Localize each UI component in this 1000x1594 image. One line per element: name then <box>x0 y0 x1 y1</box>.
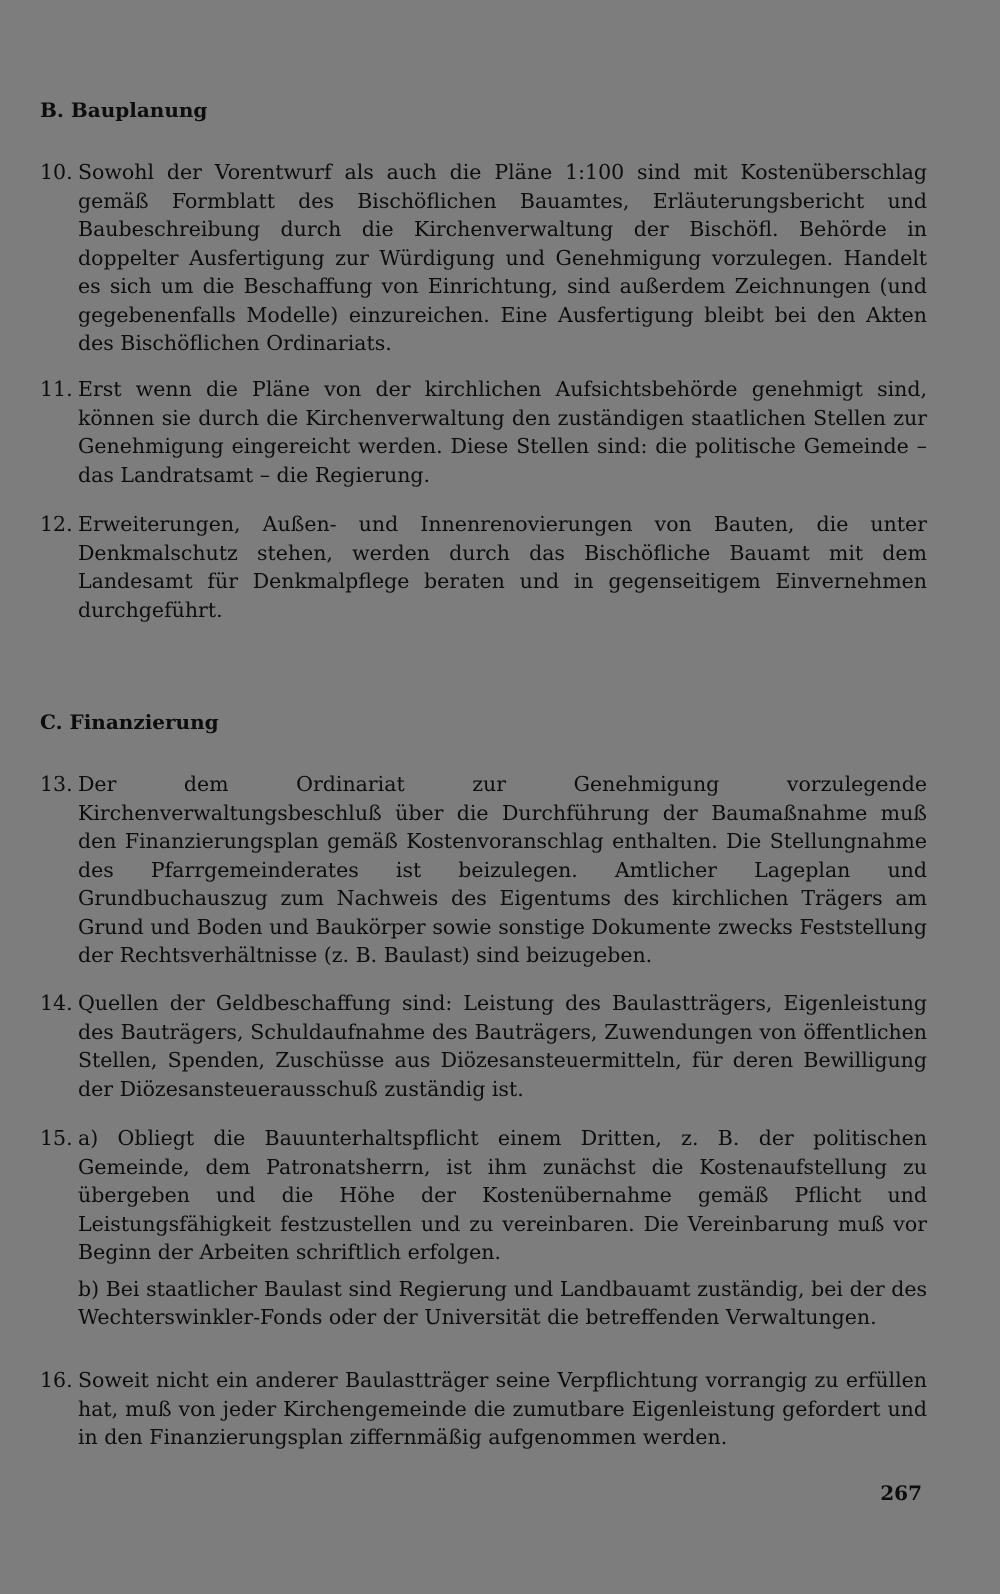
item-text: Erweiterungen, Außen- und Innenrenovierungen von Bauten, die unter Denkmalschutz stehen, werden durch das Bischöfliche Bauamt mit dem Landesamt für Denkmalpflege beraten und in gegenseitigem Einvernehmen durchgeführt. <box>78 512 927 622</box>
list-item-10 <box>40 158 927 358</box>
list-item-15 <box>40 1124 927 1332</box>
item-text: Quellen der Geldbeschaffung sind: Leistung des Baulastträgers, Eigenleistung des Bauträgers, Schuldaufnahme des Bauträgers, Zuwendungen von öffentlichen Stellen, Spenden, Zuschüsse aus Diözesansteuermitteln, für deren Bewilligung der Diözesansteuerausschuß zuständig ist. <box>78 991 927 1101</box>
item-text: Sowohl der Vorentwurf als auch die Pläne 1:100 sind mit Kostenüberschlag gemäß Formblatt des Bischöflichen Bauamtes, Erläuterungsbericht und Baubeschreibung durch die Kirchenverwaltung der Bischöfl. Behörde in doppelter Ausfertigung zur Würdigung und Genehmigung vorzulegen. Handelt es sich um die Beschaffung von Einrichtung, sind außerdem Zeichnungen (und gegebenenfalls Modelle) einzureichen. Eine Ausfertigung bleibt bei den Akten des Bischöflichen Ordinariats. <box>78 160 927 355</box>
list-item-12 <box>40 510 927 624</box>
item-number: 14. <box>40 991 73 1015</box>
list-item-16 <box>40 1366 927 1452</box>
item-number: 15. <box>40 1126 73 1150</box>
item-number: 10. <box>40 160 73 184</box>
list-item-14 <box>40 989 927 1103</box>
section-heading-finanzierung: C. Finanzierung <box>40 710 219 734</box>
item-text: Der dem Ordinariat zur Genehmigung vorzulegende Kirchenverwaltungsbeschluß über die Durchführung der Baumaßnahme muß den Finanzierungsplan gemäß Kostenvoranschlag enthalten. Die Stellungnahme des Pfarrgemeinderates ist beizulegen. Amtlicher Lageplan und Grundbuchauszug zum Nachweis des Eigentums des kirchlichen Trägers am Grund und Boden und Baukörper sowie sonstige Dokumente zwecks Feststellung der Rechtsverhältnisse (z. B. Baulast) sind beizugeben. <box>78 772 927 967</box>
section-heading-bauplanung: B. Bauplanung <box>40 98 208 122</box>
item-text: Erst wenn die Pläne von der kirchlichen Aufsichtsbehörde genehmigt sind, können sie durch die Kirchenverwaltung den zuständigen staatlichen Stellen zur Genehmigung eingereicht werden. Diese Stellen sind: die politische Gemeinde – das Landratsamt – die Regierung. <box>78 377 927 487</box>
item-text-b: b) Bei staatlicher Baulast sind Regierung und Landbauamt zuständig, bei der des Wechterswinkler-Fonds oder der Universität die betreffenden Verwaltungen. <box>78 1276 927 1329</box>
item-text: Soweit nicht ein anderer Baulastträger seine Verpflichtung vorrangig zu erfüllen hat, muß von jeder Kirchengemeinde die zumutbare Eigenleistung gefordert und in den Finanzierungsplan ziffernmäßig aufgenommen werden. <box>78 1368 927 1449</box>
item-number: 11. <box>40 377 73 401</box>
page-number: 267 <box>880 1481 922 1505</box>
item-number: 13. <box>40 772 73 796</box>
item-text-a: a) Obliegt die Bauunterhaltspflicht einem Dritten, z. B. der politischen Gemeinde, dem Patronatsherrn, ist ihm zunächst die Kostenaufstellung zu übergeben und die Höhe der Kostenübernahme gemäß Pflicht und Leistungsfähigkeit festzustellen und zu vereinbaren. Die Vereinbarung muß vor Beginn der Arbeiten schriftlich erfolgen. <box>78 1126 927 1264</box>
item-number: 16. <box>40 1368 73 1392</box>
list-item-11 <box>40 375 927 489</box>
item-number: 12. <box>40 512 73 536</box>
list-item-13 <box>40 770 927 970</box>
